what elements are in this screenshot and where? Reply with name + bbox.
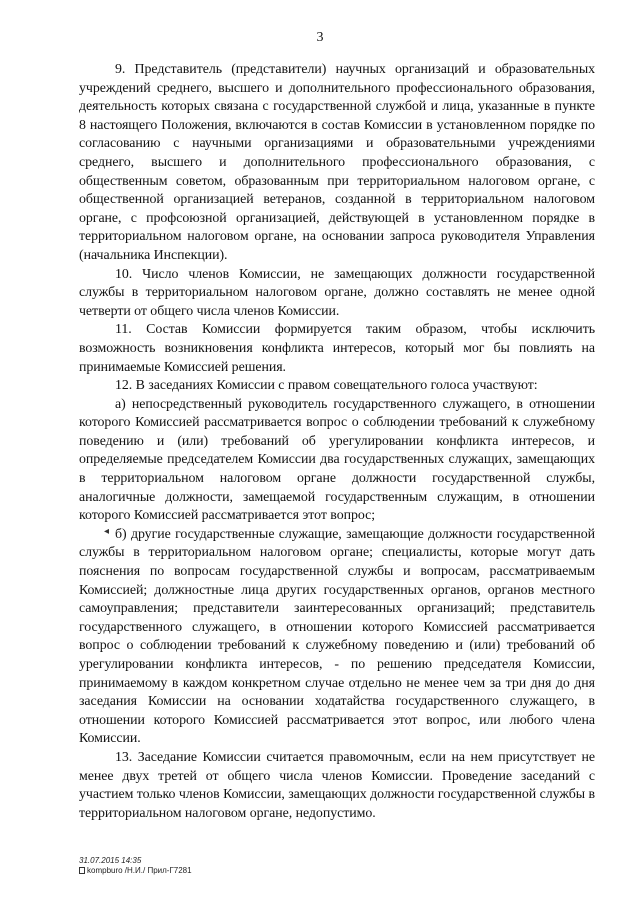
paragraph-9: 9. Представитель (представители) научных организаций и образовательных учреждений среднего, высшего и дополнительного профессионального образования, деятельность которых связана с государственной службой и лица, указанные в пункте 8 настоящего Положения, включаются в состав Комиссии в установленном порядке по согласованию с научными организациями и образовательными учреждениями среднего, высшего и дополнительного профессионального образования, с общественным советом, образованным при территориальном налоговом органе, с общественной организацией ветеранов, созданной в территориальном налоговом органе, с профсоюзной организацией, действующей в установленном порядке в территориальном налоговом органе, на основании запроса руководителя Управления (начальника Инспекции).: [79, 62, 595, 263]
footer-timestamp: 31.07.2015 14:35: [79, 856, 142, 865]
footer-path-line: [79, 866, 192, 876]
paragraph-13: 13. Заседание Комиссии считается правомочным, если на нем присутствует не менее двух третей от общего числа членов Комиссии. Проведение заседаний с участием только членов Комиссии, замещающих должности государственной службы в территориальном налоговом органе, недопустимо.: [79, 749, 595, 821]
paragraph-12a: а) непосредственный руководитель государственного служащего, в отношении которого Комиссией рассматривается вопрос о соблюдении требований к служебному поведению и (или) требований об урегулировании конфликта интересов, и определяемые председателем Комиссии два государственных служащих, замещающих в территориальном налоговом органе должности государственной службы, аналогичные должности, замещаемой государственным служащим, в отношении которого Комиссией рассматривается этот вопрос;: [79, 396, 595, 524]
document-icon: [79, 867, 85, 874]
page-number: 3: [316, 30, 324, 45]
paragraph-12: 12. В заседаниях Комиссии с правом совещательного голоса участвуют:: [115, 378, 538, 394]
stray-mark: ◂: [104, 526, 110, 537]
paragraph-10: 10. Число членов Комиссии, не замещающих должности государственной службы в территориальном налоговом органе, должно составлять не менее одной четверти от общего числа членов Комиссии.: [79, 266, 595, 319]
footer-path: kompburo /Н.И./ Прил-Г7281: [87, 866, 192, 875]
document-body: [79, 61, 595, 823]
paragraph-11: 11. Состав Комиссии формируется таким образом, чтобы исключить возможность возникновения конфликта интересов, который мог бы повлиять на принимаемые Комиссией решения.: [79, 322, 595, 375]
footer: [79, 856, 192, 876]
paragraph-12b: б) другие государственные служащие, замещающие должности государственной службы в территориальном налоговом органе; специалисты, которые могут дать пояснения по вопросам государственной службы и вопросам, рассматриваемым Комиссией; должностные лица других государственных органов, органов местного самоуправления; представители заинтересованных организаций; представитель государственного служащего, в отношении которого Комиссией рассматривается вопрос о соблюдении требований к служебному поведению и (или) требований об урегулировании конфликта интересов, - по решению председателя Комиссии, принимаемому в каждом конкретном случае отдельно не менее чем за три дня до дня заседания Комиссии на основании ходатайства государственного служащего, в отношении которого Комиссией рассматривается этот вопрос, или любого члена Комиссии.: [79, 526, 595, 747]
